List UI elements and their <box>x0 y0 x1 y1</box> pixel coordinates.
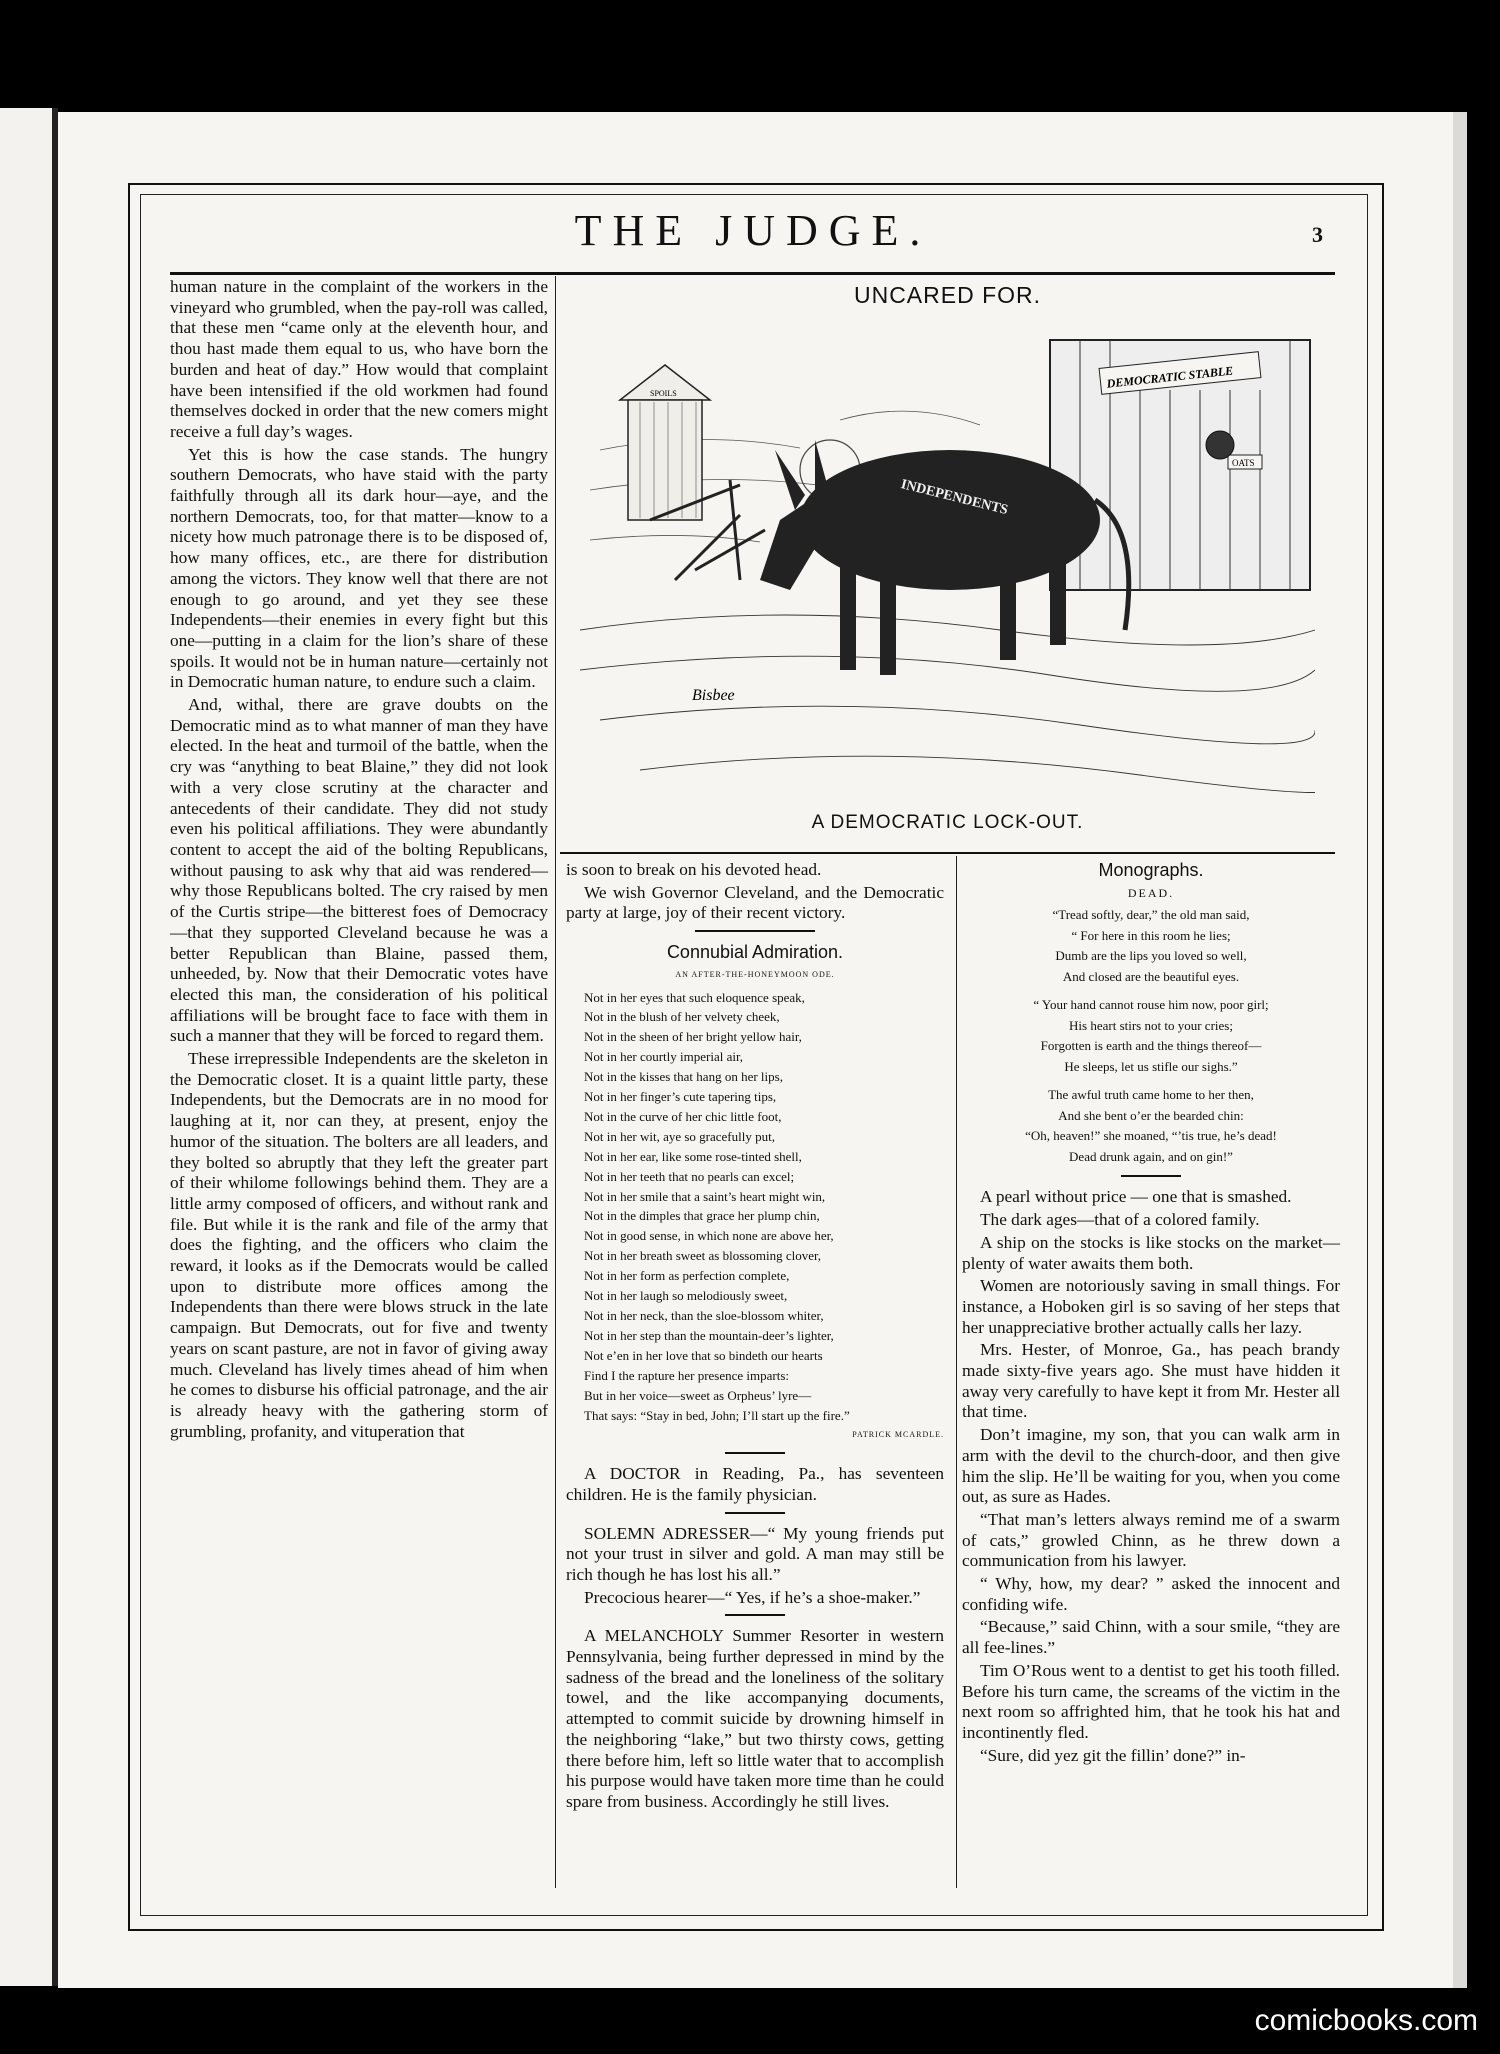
poem-stanza <box>962 1085 1340 1167</box>
poem-line: Not e’en in her love that so bindeth our hearts <box>584 1347 823 1363</box>
section-rule <box>695 930 815 932</box>
paragraph: “Because,” said Chinn, with a sour smile, “they are all fee-lines.” <box>962 1617 1340 1658</box>
paragraph: “Sure, did yez git the fillin’ done?” in- <box>980 1745 1246 1765</box>
column-divider <box>555 276 556 1888</box>
poem-subtitle: AN AFTER-THE-HONEYMOON ODE. <box>675 969 835 979</box>
poem-line: But in her voice—sweet as Orpheus’ lyre— <box>584 1387 812 1403</box>
paragraph: A MELANCHOLY Summer Resorter in western Pennsylvania, being further depressed in mind by the sadness of the bread and the loneliness of the solitary towel, and the like accompanying documents, attempted to commit suicide by drowning himself in the neighboring “lake,” but two thirsty cows, getting there before him, left so little water that to accomplish his purpose would have taken more time than he could spare from business. Accordingly he still lives. <box>566 1626 944 1811</box>
stable-sign: DEMOCRATIC STABLE <box>1105 363 1234 391</box>
paragraph: “ Why, how, my dear? ” asked the innocent and confiding wife. <box>962 1574 1340 1614</box>
poem-line: And closed are the beautiful eyes. <box>1062 968 1240 984</box>
bucket-icon <box>1206 431 1234 459</box>
poem-line: Not in the sheen of her bright yellow hair, <box>584 1029 802 1045</box>
paragraph: And, withal, there are grave doubts on the Democratic mind as to what manner of man they have elected. In the heat and turmoil of the battle, when the cry was “anything to beat Blaine,” they did not look with a very close scrutiny at the character and antecedents of their candidate. They did not study even his political affiliations. They were abundantly content to accept the aid of the bolting Republicans, without pausing to ask why that aid was rendered—why those Republicans bolted. The cry raised by men of the Curtis stripe—the bitterest foes of Democracy—that they supported Cleveland because he was a better Republican than Blaine, passed them, unheeded, by. Now that their Democratic votes have elected this man, the consideration of his political affiliations will be brought face to face with them in such a manner that they will be forced to regard them. <box>170 695 548 1046</box>
paragraph: We wish Governor Cleveland, and the Democratic party at large, joy of their recent victory. <box>566 882 944 923</box>
paragraph: The dark ages—that of a colored family. <box>980 1210 1260 1230</box>
poem-line: He sleeps, let us stifle our sighs.” <box>1064 1058 1238 1074</box>
outhouse <box>620 365 710 520</box>
section-rule <box>1121 1175 1181 1177</box>
poem-line: Not in her finger’s cute tapering tips, <box>584 1089 777 1105</box>
poem-line: And she bent o’er the bearded chin: <box>1058 1107 1244 1123</box>
poem-line: Not in the kisses that hang on her lips, <box>584 1069 783 1085</box>
facing-page-strip <box>0 108 52 1986</box>
column-divider <box>956 856 957 1888</box>
paragraph: These irrepressible Independents are the skeleton in the Democratic closet. It is a quaint little party, these Independents, but the Democrats are in no mood for laughing at it, nor can they, at present, enjoy the humor of the situation. The bolters are all leaders, and they bolted so abruptly that they left the greater part of their whilome followings behind them. They are a little army composed of officers, and without rank and file. But while it is the rank and file of the army that does the fighting, and the officers who claim the reward, it looks as if the Democrats would be called upon to distribute more offices among the Independents than there were blows struck in the late campaign. But Democrats, out for five and twenty years on scant pasture, are not in favor of giving away much. Cleveland has lively times ahead of him when he comes to disburse his official patronage, and the air is already heavy with the gathering storm of grumbling, profanity, and vituperation that <box>170 1049 548 1441</box>
poem-line: Not in her eyes that such eloquence speak, <box>584 989 805 1005</box>
artist-signature: Bisbee <box>692 687 735 704</box>
paragraph: is soon to break on his devoted head. <box>566 860 822 879</box>
column-3 <box>962 860 1340 1768</box>
poem-line: Not in her ear, like some rose-tinted shell, <box>584 1148 802 1164</box>
illustration-title: UNCARED FOR. <box>853 282 1042 308</box>
masthead: THE JUDGE. <box>574 206 932 255</box>
poem-line: Not in her courtly imperial air, <box>584 1049 744 1065</box>
section-rule <box>725 1452 785 1454</box>
oats-sign: OATS <box>1232 458 1255 468</box>
paragraph: human nature in the complaint of the workers in the vineyard who grumbled, when the pay-roll was called, that these men “came only at the eleventh hour, and thou hast made them equal to us, who have born the burden and heat of day.” How would that complaint have been intensified if the old workmen had found themselves docked in order that the new comers might receive a full day’s wages. <box>170 277 548 441</box>
poem-line: Forgotten is earth and the things thereof— <box>1040 1038 1262 1054</box>
column-2 <box>566 860 944 1815</box>
illustration-caption: A DEMOCRATIC LOCK-OUT. <box>811 812 1084 833</box>
poem-line: His heart stirs not to your cries; <box>1069 1017 1233 1033</box>
poem-line: “ Your hand cannot rouse him now, poor girl; <box>1033 997 1269 1013</box>
poem-line: Not in the dimples that grace her plump chin, <box>584 1208 820 1224</box>
poem-line: Not in her neck, than the sloe-blossom whiter, <box>584 1308 824 1324</box>
paragraph: A ship on the stocks is like stocks on the market—plenty of water awaits them both. <box>962 1232 1340 1273</box>
section-rule <box>725 1512 785 1514</box>
poem-line: Not in her wit, aye so gracefully put, <box>584 1128 775 1144</box>
paragraph: Precocious hearer—“ Yes, if he’s a shoe-maker.” <box>584 1587 921 1607</box>
poem-line: Not in her smile that a saint’s heart might win, <box>584 1188 826 1204</box>
poem-line: Not in her breath sweet as blossoming clover, <box>584 1248 822 1264</box>
site-watermark: comicbooks.com <box>1254 2004 1478 2037</box>
paragraph: Mrs. Hester, of Monroe, Ga., has peach brandy made sixty-five years ago. She must have hidden it away very carefully to have kept it from Mr. Hester all that time. <box>962 1340 1340 1422</box>
masthead-rule <box>170 272 1335 275</box>
poem-line: Not in her teeth that no pearls can excel; <box>584 1168 795 1184</box>
poem-line: “Oh, heaven!” she moaned, “’tis true, he’s dead! <box>1025 1128 1277 1144</box>
poem-title: DEAD. <box>1127 885 1175 900</box>
poem-author: PATRICK MCARDLE. <box>852 1430 944 1440</box>
poem-line: Not in the blush of her velvety cheek, <box>584 1009 780 1025</box>
poem-line: Dead drunk again, and on gin!” <box>1069 1148 1233 1164</box>
poem-line: Not in her form as perfection complete, <box>584 1268 790 1284</box>
poem-line: Not in good sense, in which none are above her, <box>584 1228 834 1244</box>
paragraph: Don’t imagine, my son, that you can walk arm in arm with the devil to the church-door, and then give him the slip. He’ll be waiting for you, when you come out, as sure as Hades. <box>962 1425 1340 1507</box>
illustration-rule <box>560 852 1335 854</box>
paragraph: Tim O’Rous went to a dentist to get his tooth filled. Before his turn came, the screams of the victim in the next room so affrighted him, that he took his hat and incontinently fled. <box>962 1660 1340 1742</box>
outhouse-sign: SPOILS <box>650 389 677 398</box>
donkey-label: INDEPENDENTS <box>899 477 1010 519</box>
poem-line: That says: “Stay in bed, John; I’ll start up the fire.” <box>584 1407 850 1423</box>
cartoon-illustration <box>580 330 1315 800</box>
section-rule <box>725 1614 785 1616</box>
paragraph: SOLEMN ADRESSER—“ My young friends put not your trust in silver and gold. A man may still be rich though he has lost his all.” <box>566 1523 944 1584</box>
poem-stanza <box>962 905 1340 987</box>
poem-line: Not in the curve of her chic little foot, <box>584 1108 782 1124</box>
poem-line: Find I the rapture her presence imparts: <box>584 1367 790 1383</box>
section-title: Monographs. <box>1098 860 1204 880</box>
paragraph: A DOCTOR in Reading, Pa., has seventeen children. He is the family physician. <box>566 1464 944 1504</box>
poem-line: “ For here in this room he lies; <box>1071 927 1231 943</box>
poem-line: “Tread softly, dear,” the old man said, <box>1052 907 1250 923</box>
poem-stanza <box>962 995 1340 1077</box>
paragraph: Women are notoriously saving in small things. For instance, a Hoboken girl is so saving of her steps that her unappreciative brother actually calls her lazy. <box>962 1276 1340 1337</box>
page-number: 3 <box>1312 222 1323 247</box>
poem-title: Connubial Admiration. <box>666 942 844 963</box>
page-edge <box>1453 112 1467 1988</box>
poem-line: The awful truth came home to her then, <box>1048 1087 1254 1103</box>
poem-line: Not in her laugh so melodiously sweet, <box>584 1288 788 1304</box>
poem-body <box>584 988 944 1426</box>
paragraph: “That man’s letters always remind me of a swarm of cats,” growled Chinn, as he threw down a communication from his lawyer. <box>962 1509 1340 1571</box>
paragraph: A pearl without price — one that is smashed. <box>980 1187 1292 1207</box>
stable <box>1050 340 1310 590</box>
poem-line: Dumb are the lips you loved so well, <box>1055 948 1247 964</box>
poem-line: Not in her step than the mountain-deer’s lighter, <box>584 1327 834 1343</box>
paragraph: Yet this is how the case stands. The hungry southern Democrats, who have staid with the party faithfully through all its dark hour—aye, and the northern Democrats, too, for that matter—know to a nicety how much patronage there is to be disposed of, how many offices, etc., are there for distribution among the victors. They know well that there are not enough to go around, and yet they see these Independents—their enemies in every fight but this one—putting in a claim for the lion’s share of these spoils. It would not be in human nature—certainly not in Democratic human nature, to endure such a claim. <box>170 444 548 692</box>
column-1 <box>170 277 548 1444</box>
